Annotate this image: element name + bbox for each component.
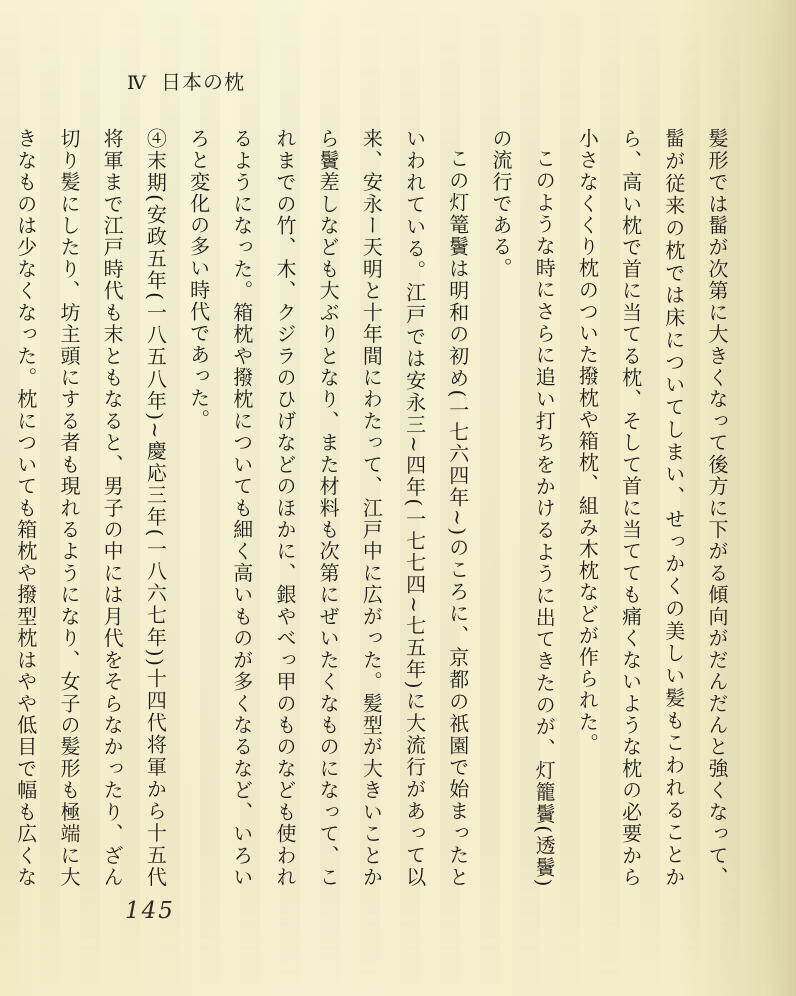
running-header <box>127 66 245 95</box>
page-number: 145 <box>125 898 175 924</box>
paragraph-4: ④末期(安政五年(一八五八年)~慶応三年(一八六七年))十四代将軍から十五代将軍まで江戸時代も末ともなると、男子の中には月代をそらなかったり、ざん切り髪にしたり、坊主頭にする者も現れるようになり、女子の髪形も極端に大きなものは少なくなった。枕についても箱枕や撥型枕はやや低目で幅も広くな <box>13 128 168 888</box>
vertical-body-text <box>0 128 738 888</box>
chapter-numeral: Ⅳ <box>127 72 147 94</box>
paragraph-2: このような時にさらに追い打ちをかけるように出てきたのが、灯籠鬢(透鬢)の流行である。 <box>488 128 557 888</box>
paragraph-3: この灯篭鬢は明和の初め(一七六四年~)のころに、京都の祇園で始まったといわれている。江戸では安永三~四年(一七七四~七五年)に大流行があって以来、安永ー天明と十年間にわたって、江戸中に広がった。髪型が大きいことから鬢差しなども大ぶりとなり、また材料も次第にぜいたくなものになって、これまでの竹、木、クジラのひげなどのほかに、銀やべっ甲のものなども使われるようになった。箱枕や撥枕についても細く高いものが多くなるなど、いろいろと変化の多い時代であった。 <box>186 128 470 888</box>
paragraph-1: 髪形では髷が次第に大きくなって後方に下がる傾向がだんだんと強くなって、髷が従来の枕では床についてしまい、せっかくの美しい髪もこわれることから、高い枕で首に当てる枕、そして首に当てても痛くないような枕の必要から小さなくくり枕のついた撥枕や箱枕、組み木枕などが作られた。 <box>575 128 729 888</box>
chapter-title: 日本の枕 <box>160 70 245 94</box>
